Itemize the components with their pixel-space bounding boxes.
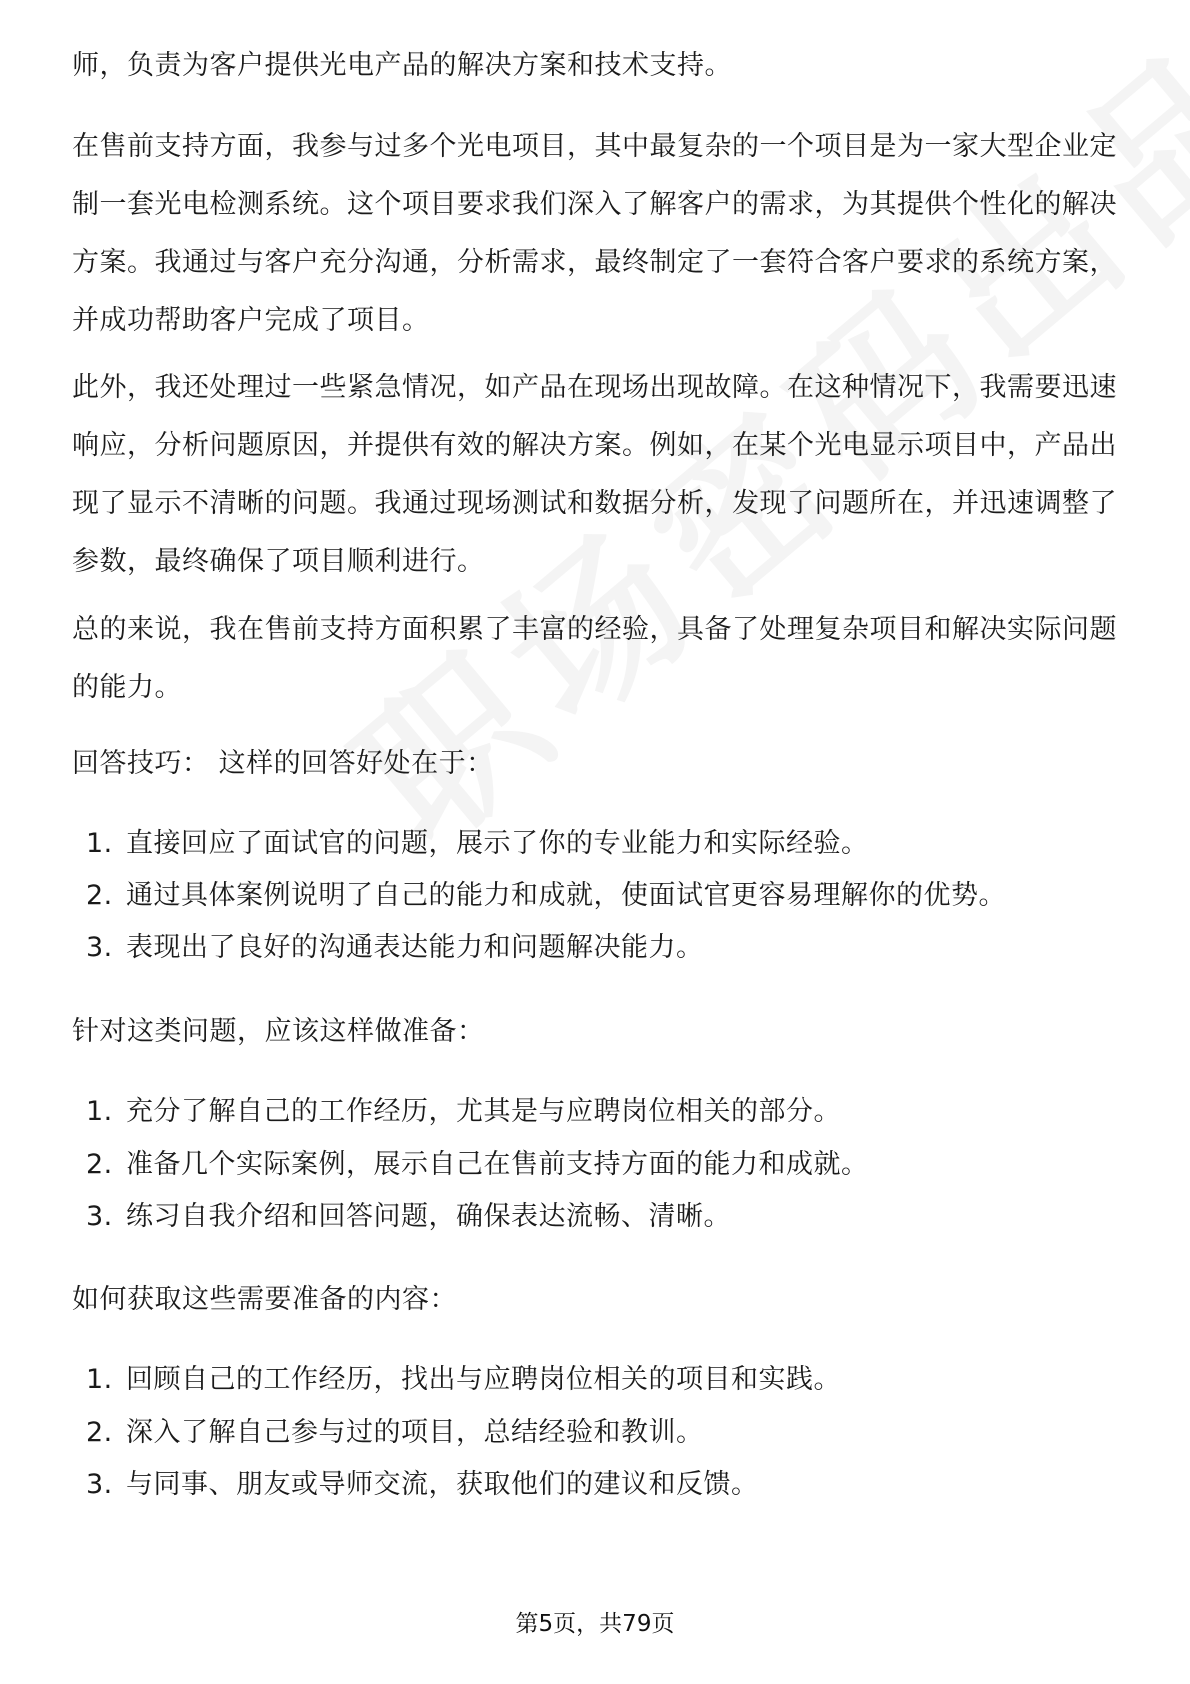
- list-number: 2.: [86, 1149, 113, 1180]
- list-text: 通过具体案例说明了自己的能力和成就，使面试官更容易理解你的优势。: [126, 880, 1006, 911]
- heading-how-to-obtain: 如何获取这些需要准备的内容：: [72, 1284, 457, 1315]
- paragraph-summary: 总的来说，我在售前支持方面积累了丰富的经验，具备了处理复杂项目和解决实际问题的能力。: [72, 614, 1117, 703]
- list-number: 3.: [86, 1469, 113, 1500]
- list-number: 1.: [86, 828, 113, 859]
- paragraph-intro-continuation: 师，负责为客户提供光电产品的解决方案和技术支持。: [72, 50, 732, 81]
- list-number: 2.: [86, 880, 113, 911]
- list-number: 3.: [86, 932, 113, 963]
- list-text: 表现出了良好的沟通表达能力和问题解决能力。: [126, 932, 704, 963]
- paragraph-presales-project: 在售前支持方面，我参与过多个光电项目，其中最复杂的一个项目是为一家大型企业定制一套光电检测系统。这个项目要求我们深入了解客户的需求，为其提供个性化的解决方案。我通过与客户充分沟通，分析需求，最终制定了一套符合客户要求的系统方案，并成功帮助客户完成了项目。: [72, 131, 1117, 336]
- heading-preparation: 针对这类问题，应该这样做准备：: [72, 1016, 485, 1047]
- list-text: 与同事、朋友或导师交流，获取他们的建议和反馈。: [126, 1469, 759, 1500]
- list-text: 回顾自己的工作经历，找出与应聘岗位相关的项目和实践。: [126, 1364, 841, 1395]
- list-text: 准备几个实际案例，展示自己在售前支持方面的能力和成就。: [126, 1149, 869, 1180]
- list-number: 2.: [86, 1417, 113, 1448]
- page-number-footer: 第5页，共79页: [515, 1611, 675, 1637]
- list-text: 直接回应了面试官的问题，展示了你的专业能力和实际经验。: [126, 828, 869, 859]
- list-number: 1.: [86, 1096, 113, 1127]
- paragraph-emergency: 此外，我还处理过一些紧急情况，如产品在现场出现故障。在这种情况下，我需要迅速响应，分析问题原因，并提供有效的解决方案。例如，在某个光电显示项目中，产品出现了显示不清晰的问题。我通过现场测试和数据分析，发现了问题所在，并迅速调整了参数，最终确保了项目顺利进行。: [72, 372, 1117, 577]
- list-text: 充分了解自己的工作经历，尤其是与应聘岗位相关的部分。: [126, 1096, 841, 1127]
- list-text: 深入了解自己参与过的项目，总结经验和教训。: [126, 1417, 704, 1448]
- list-number: 1.: [86, 1364, 113, 1395]
- list-text: 练习自我介绍和回答问题，确保表达流畅、清晰。: [126, 1201, 731, 1232]
- heading-answer-tips: 回答技巧： 这样的回答好处在于：: [72, 748, 494, 779]
- list-number: 3.: [86, 1201, 113, 1232]
